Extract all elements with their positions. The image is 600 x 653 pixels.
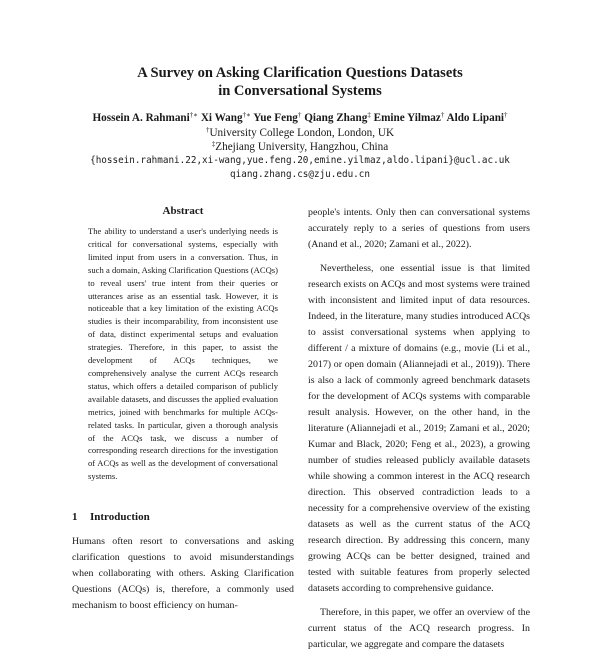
section-title: Introduction (90, 511, 150, 523)
abstract-heading: Abstract (162, 205, 204, 217)
affiliation-text: Zhejiang University, Hangzhou, China (215, 141, 389, 153)
author-name: Yue Feng (253, 112, 298, 124)
email-line-2: qiang.zhang.cs@zju.edu.cn (230, 169, 370, 180)
author-mark: † (297, 111, 302, 119)
title-line-2: in Conversational Systems (218, 83, 382, 99)
abstract-text: The ability to understand a user's underlying needs is critical for conversational systems, especially with limited input from users in a conversation. Thus, in such a domain, Asking Clarification Questions (ACQs) to reveal users' true intent from their queries or utterances arise as an essential task. However, it is noticeable that a key limitation of the existing ACQs studies is their incomparability, from inconsistent use of data, distinct experimental setups and evaluation strategies. Therefore, in this paper, to assist the development of ACQs techniques, we comprehensively analyse the current ACQs research status, which offers a detailed comparison of publicly available datasets, and discusses the applied evaluation metrics, joined with benchmarks for multiple ACQs-related tasks. In particular, given a thorough analysis of the ACQs task, we discuss a number of corresponding research directions for the investigation of ACQs as well as the development of conversational systems. (88, 226, 278, 482)
affiliation-text: University College London, London, UK (209, 127, 395, 139)
affiliation-mark: † (205, 126, 210, 134)
author-name: Xi Wang (200, 112, 243, 124)
affiliation-mark: ‡ (211, 140, 216, 148)
section-heading (72, 510, 150, 524)
author-list (0, 111, 600, 125)
section-number: 1 (72, 511, 78, 523)
author-mark: † (504, 111, 508, 119)
author-mark: †∗ (242, 111, 251, 119)
author-mark: ‡ (367, 111, 371, 119)
paragraph: people's intents. Only then can conversational systems accurately reply to a series of questions from users (Anand et al., 2020; Zamani et al., 2022). (308, 207, 530, 250)
introduction-text: Humans often resort to conversations and asking clarification questions to avoid misunderstandings when collaborating with others. Asking Clarification Questions (ACQs) is, therefore, a commonly used mechanism to boost efficiency on human- (72, 536, 294, 611)
paragraph: Nevertheless, one essential issue is that limited research exists on ACQs and most systems were trained with inconsistent and limited input of data resources. Indeed, in the literature, many studies introduced ACQs to assist conversational systems when applying to different / a mixture of domains (e.g., movie (Li et al., 2017) or open domain (Aliannejadi et al., 2019)). There is also a lack of commonly agreed benchmark datasets for the development of ACQs systems with comparable result analysis. However, on the other hand, in the literature (Aliannejadi et al., 2019; Zamani et al., 2020; Kumar and Black, 2020; Feng et al., 2023), a growing number of studies released publicly available datasets while showing a common interest in the ACQ research direction. This observed contradiction leads to a necessity for a comprehensive overview of the existing datasets as well as the current status of the ACQ research direction. By addressing this concern, many growing ACQs can be better designed, trained and tested with suitable features from properly selected datasets according to comprehensive guidance. (308, 263, 530, 594)
author-name: Qiang Zhang (304, 112, 368, 124)
author-name: Emine Yilmaz (373, 112, 441, 124)
right-column (308, 205, 530, 653)
author-mark: †∗ (189, 111, 199, 119)
title-line-1: A Survey on Asking Clarification Questions Datasets (137, 65, 463, 81)
email-line-1: {hossein.rahmani.22,xi-wang,yue.feng.20,emine.yilmaz,aldo.lipani}@ucl.ac.uk (90, 155, 510, 166)
affiliation-2 (0, 140, 600, 154)
author-name: Hossein A. Rahmani (92, 112, 190, 124)
affiliation-1 (0, 126, 600, 140)
paper-title (0, 64, 600, 100)
paragraph: Therefore, in this paper, we offer an overview of the current status of the ACQ research progress. In particular, we aggregate and compare the datasets (308, 607, 530, 650)
author-mark: † (440, 111, 445, 119)
author-name: Aldo Lipani (446, 112, 505, 124)
